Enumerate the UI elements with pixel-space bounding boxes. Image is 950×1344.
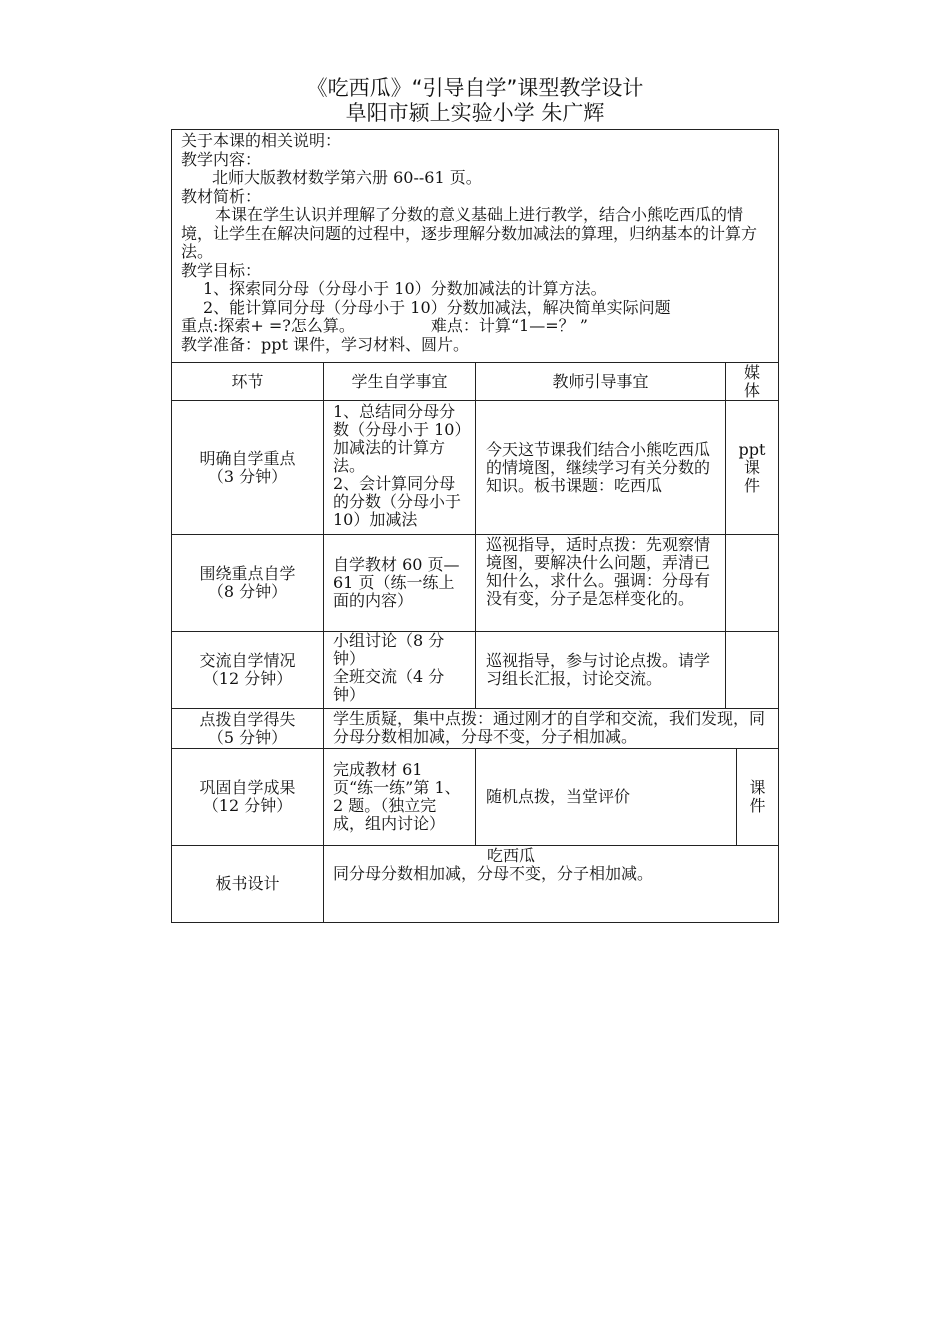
stage-name: 巩固自学成果 — [199, 778, 296, 797]
merged-cell: 学生质疑，集中点拨：通过刚才的自学和交流，我们发现，同分母分数相加减，分母不变，分子相加减。 — [323, 708, 779, 749]
student-cell: 1、总结同分母分数（分母小于 10）加减法的计算方法。 2、会计算同分母的分数（分母小于 10）加减法 — [323, 400, 476, 535]
media-cell — [725, 631, 779, 709]
header-media: 媒体 — [725, 362, 779, 401]
stage-time: （8 分钟） — [207, 582, 288, 601]
content-label: 教学内容： — [181, 149, 262, 169]
stage-name: 明确自学重点 — [199, 448, 296, 468]
key-line — [181, 317, 770, 336]
notes-heading: 关于本课的相关说明： — [181, 131, 342, 150]
board-text: 同分母分数相加减，分母不变，分子相加减。 — [333, 864, 654, 883]
stage-cell — [171, 845, 324, 923]
stage-cell — [171, 400, 324, 535]
stage-cell — [171, 708, 324, 749]
analysis-text: 本课在学生认识并理解了分数的意义基础上进行教学，结合小熊吃西瓜的情境，让学生在解决问题的过程中，逐步理解分数加减法的算理，归纳基本的计算方法。 — [181, 205, 758, 261]
student-cell: 自学教材 60 页—61 页（练一练上面的内容） — [323, 534, 476, 632]
goal-item-1: 1、探索同分母（分母小于 10）分数加减法的计算方法。 — [203, 279, 607, 298]
stage-time: （3 分钟） — [207, 466, 288, 486]
content-text: 北师大版教材数学第六册 60--61 页。 — [212, 168, 482, 187]
stage-cell — [171, 534, 324, 632]
header-student: 学生自学事宜 — [323, 362, 476, 401]
header-teacher: 教师引导事宜 — [475, 362, 726, 401]
stage-name: 点拨自学得失 — [199, 709, 296, 729]
analysis-label: 教材简析： — [181, 186, 262, 206]
stage-name: 围绕重点自学 — [199, 564, 296, 583]
stage-name: 板书设计 — [215, 874, 280, 893]
stage-name: 交流自学情况 — [199, 651, 296, 670]
teacher-cell: 今天这节课我们结合小熊吃西瓜的情境图，继续学习有关分数的知识。板书课题：吃西瓜 — [475, 400, 726, 535]
goal-label: 教学目标： — [181, 260, 262, 280]
preparation: 教学准备：ppt 课件，学习材料、圆片。 — [181, 334, 470, 354]
student-cell: 小组讨论（8 分钟） 全班交流（4 分钟） — [323, 631, 476, 709]
document-subtitle: 阜阳市颍上实验小学 朱广辉 — [345, 101, 605, 125]
stage-time: （12 分钟） — [202, 669, 293, 688]
stage-cell — [171, 631, 324, 709]
teacher-cell: 随机点拨，当堂评价 — [475, 748, 737, 846]
teacher-cell: 巡视指导，适时点拨：先观察情境图，要解决什么问题，弄清已知什么，求什么。强调：分母有没有变，分子是怎样变化的。 — [475, 534, 726, 632]
stage-time: （12 分钟） — [202, 796, 293, 815]
difficulty: 难点：计算“1—=？ ” — [430, 316, 588, 335]
stage-time: （5 分钟） — [207, 727, 288, 747]
board-title: 吃西瓜 — [487, 846, 536, 865]
header-stage: 环节 — [171, 362, 324, 401]
media-cell — [725, 534, 779, 632]
key-point: 重点:探索+ =?怎么算。 — [181, 316, 355, 335]
student-cell: 完成教材 61 页“练一练”第 1、2 题。（独立完成，组内讨论） — [323, 748, 476, 846]
stage-cell — [171, 748, 324, 846]
media-cell: ppt 课件 — [725, 400, 779, 535]
lesson-notes — [171, 129, 779, 363]
teacher-cell: 巡视指导，参与讨论点拨。请学习组长汇报，讨论交流。 — [475, 631, 726, 709]
board-design-cell — [323, 845, 779, 923]
goal-item-2: 2、能计算同分母（分母小于 10）分数加减法，解决简单实际问题 — [203, 297, 671, 317]
document-title: 《吃西瓜》“引导自学”课型教学设计 — [306, 76, 644, 100]
media-cell: 课件 — [736, 748, 779, 846]
